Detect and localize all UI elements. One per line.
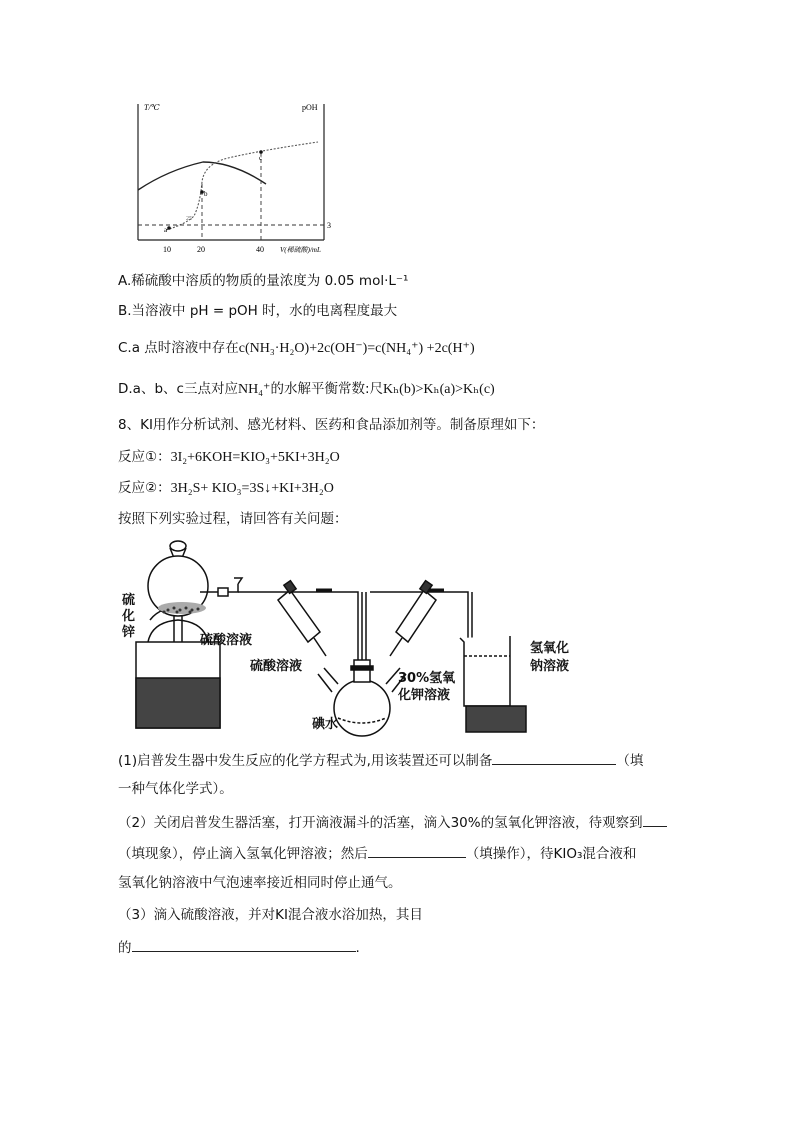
option-d-mid: 的水解平衡常数:尺 xyxy=(270,381,384,397)
q3-purpose-blank[interactable] xyxy=(132,937,356,952)
reaction2-equation: 3H₂S+ KIO₃=3S↓+KI+3H₂O xyxy=(170,481,334,496)
q3-line1: （3）滴入硫酸溶液，并对KI混合液水浴加热，其目 xyxy=(118,907,423,923)
point-a xyxy=(167,226,171,230)
koh-label-2: 化钾溶液 xyxy=(398,688,451,703)
q8-intro: 8、KI用作分析试剂、感光材料、医药和食品添加剂等。制备原理如下： xyxy=(118,417,545,433)
y-right-label: pOH xyxy=(302,103,318,112)
q1-line2: 一种气体化学式）。 xyxy=(118,781,233,797)
iodine-water-label: 碘水 xyxy=(312,717,339,732)
q2-text-2: （填现象），停止滴入氢氧化钾溶液；然后 xyxy=(118,846,368,862)
option-b: B.当溶液中 pH = pOH 时，水的电离程度最大 xyxy=(118,303,398,319)
kipp-acid-label: 硫酸溶液 xyxy=(200,633,253,648)
q2-line3: 氢氧化钠溶液中气泡速率接近相同时停止通气。 xyxy=(118,875,402,891)
q2-line1 xyxy=(118,812,667,832)
koh-label-1: 30%氢氧 xyxy=(398,671,456,686)
reaction2-label: 反应②： xyxy=(118,480,171,496)
point-b-label: b xyxy=(204,190,208,198)
funnel-acid-label: 硫酸溶液 xyxy=(250,659,303,674)
naoh-beaker xyxy=(460,636,526,732)
titration-graph xyxy=(118,92,348,260)
option-c xyxy=(118,339,475,358)
x-tick-10: 10 xyxy=(163,245,171,254)
temp-annotation: 25 xyxy=(186,216,192,222)
option-a: A.稀硫酸中溶质的物质的量浓度为 0.05 mol·L⁻¹ xyxy=(118,273,409,289)
x-tick-40: 40 xyxy=(256,245,264,254)
q1-fill-hint: （填 xyxy=(616,753,644,769)
q8-reaction1 xyxy=(118,448,340,467)
q3-line2 xyxy=(118,937,360,957)
reaction1-label: 反应①： xyxy=(118,449,171,465)
option-d-prefix: D.a、b、c三点对应 xyxy=(118,381,238,397)
zinc-sulfide-label-1: 硫 xyxy=(122,593,136,608)
q2-phenomenon-blank[interactable] xyxy=(643,812,667,827)
option-c-formula: c(NH₃·H₂O)+2c(OH⁻)=c(NH₄⁺) +2c(H⁺) xyxy=(238,341,475,356)
x-tick-20: 20 xyxy=(197,245,205,254)
option-d-formula: Kₕ(b)>Kₕ(a)>Kₕ(c) xyxy=(383,382,495,397)
right-tick-3: 3 xyxy=(327,221,331,230)
naoh-label-2: 钠溶液 xyxy=(530,659,570,674)
x-axis-label: V(稀硫酸)/mL xyxy=(280,246,321,254)
apparatus-diagram xyxy=(118,532,678,738)
q1-answer-blank[interactable] xyxy=(492,750,616,765)
q2-operation-blank[interactable] xyxy=(368,843,466,858)
reaction1-equation: 3I₂+6KOH=KIO₃+5KI+3H₂O xyxy=(170,450,340,465)
q1-line1 xyxy=(118,750,643,770)
q3-text: 的 xyxy=(118,940,132,956)
zinc-sulfide-label-3: 锌 xyxy=(122,625,136,640)
q2-text: （2）关闭启普发生器活塞，打开滴液漏斗的活塞，滴入30%的氢氧化钾溶液，待观察到 xyxy=(118,815,643,831)
point-c-label: c xyxy=(259,154,263,162)
point-a-label: a xyxy=(164,226,168,234)
option-d-ion: NH₄⁺ xyxy=(237,382,271,397)
q3-end: . xyxy=(355,940,360,956)
q8-instruction: 按照下列实验过程，请回答有关问题： xyxy=(118,511,348,527)
q1-text: (1)启普发生器中发生反应的化学方程式为,用该装置还可以制备 xyxy=(118,753,493,769)
y-left-label: T/℃ xyxy=(144,103,160,112)
option-d xyxy=(118,380,495,399)
naoh-label-1: 氢氧化 xyxy=(530,641,570,656)
q2-text-3: （填操作），待KIO₃混合液和 xyxy=(465,846,637,862)
q2-line2 xyxy=(118,843,636,863)
option-c-prefix: C.a 点时溶液中存在 xyxy=(118,340,239,356)
q8-reaction2 xyxy=(118,479,334,498)
zinc-sulfide-label-2: 化 xyxy=(122,609,136,624)
